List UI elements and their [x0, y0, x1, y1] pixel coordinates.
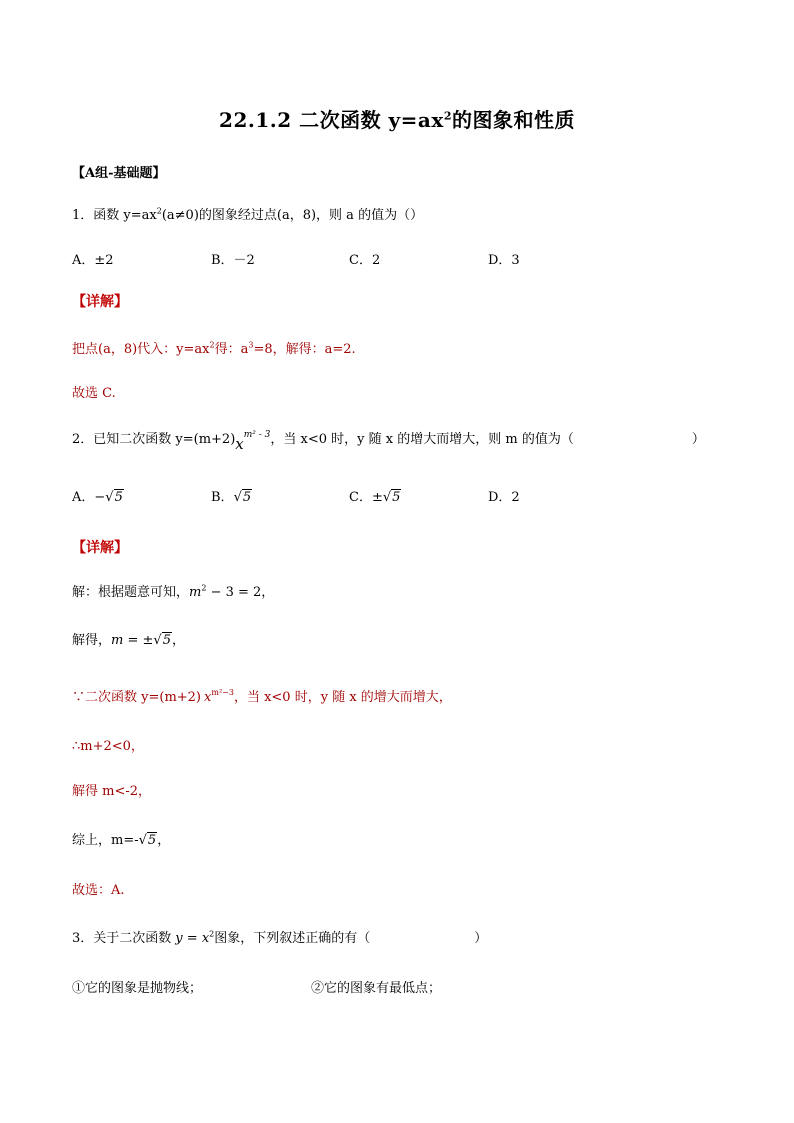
answer-2-line-4: ∴m+2<0，: [72, 739, 144, 754]
q2-option-c: C．±√5: [349, 490, 401, 505]
q2-option-a: A．−√5: [72, 490, 123, 505]
question-2: 2．已知二次函数 $y=(m+2)x^{m^2 - 3}$，当 x<0 时，y 随 x 的增大而增大，则 m 的值为（ ）: [72, 430, 705, 453]
page-title: 22.1.2 二次函数 $y=ax^2$的图象和性质: [219, 108, 575, 132]
answer-2-line-3: ∵二次函数 y=(m+2) $x^{m^2-3}$，当 x<0 时，y 随 x 的增大而增大，: [72, 688, 452, 705]
answer-1-line-2: 故选 C.: [72, 386, 116, 401]
detail-label-1: 【详解】: [72, 294, 128, 310]
q1-option-a: A．±2: [72, 253, 114, 268]
answer-2-line-7: 故选：A.: [72, 883, 125, 898]
q2-option-d: D．2: [488, 490, 520, 505]
detail-label-2: 【详解】: [72, 540, 128, 556]
q3-item-2: ②它的图象有最低点；: [311, 981, 442, 996]
q1-option-d: D．3: [488, 253, 520, 268]
question-3: 3．关于二次函数 $y = x^2$图象，下列叙述正确的有（ ）: [72, 929, 488, 946]
question-1: 1．函数 $y=ax^2(a\ne 0)$的图象经过点(a，8)，则 a 的值为（）: [72, 206, 424, 223]
answer-2-line-5: 解得 m<-2，: [72, 784, 152, 799]
answer-1-line-1: 把点(a，8)代入：$y=ax^2$得：$a^3=8$，解得：a=2.: [72, 340, 356, 357]
q1-option-b: B．－2: [211, 253, 255, 268]
answer-2-line-2: 解得，m = ±√5，: [72, 633, 185, 648]
q3-item-1: ①它的图象是抛物线；: [72, 981, 203, 996]
answer-2-line-6: 综上，m=-√5，: [72, 833, 171, 848]
section-heading: 【A组-基础题】: [72, 166, 166, 181]
answer-2-line-1: 解：根据题意可知，$m^2 - 3 = 2$，: [72, 583, 275, 600]
q2-option-b: B．√5: [211, 490, 252, 505]
q1-option-c: C．2: [349, 253, 381, 268]
